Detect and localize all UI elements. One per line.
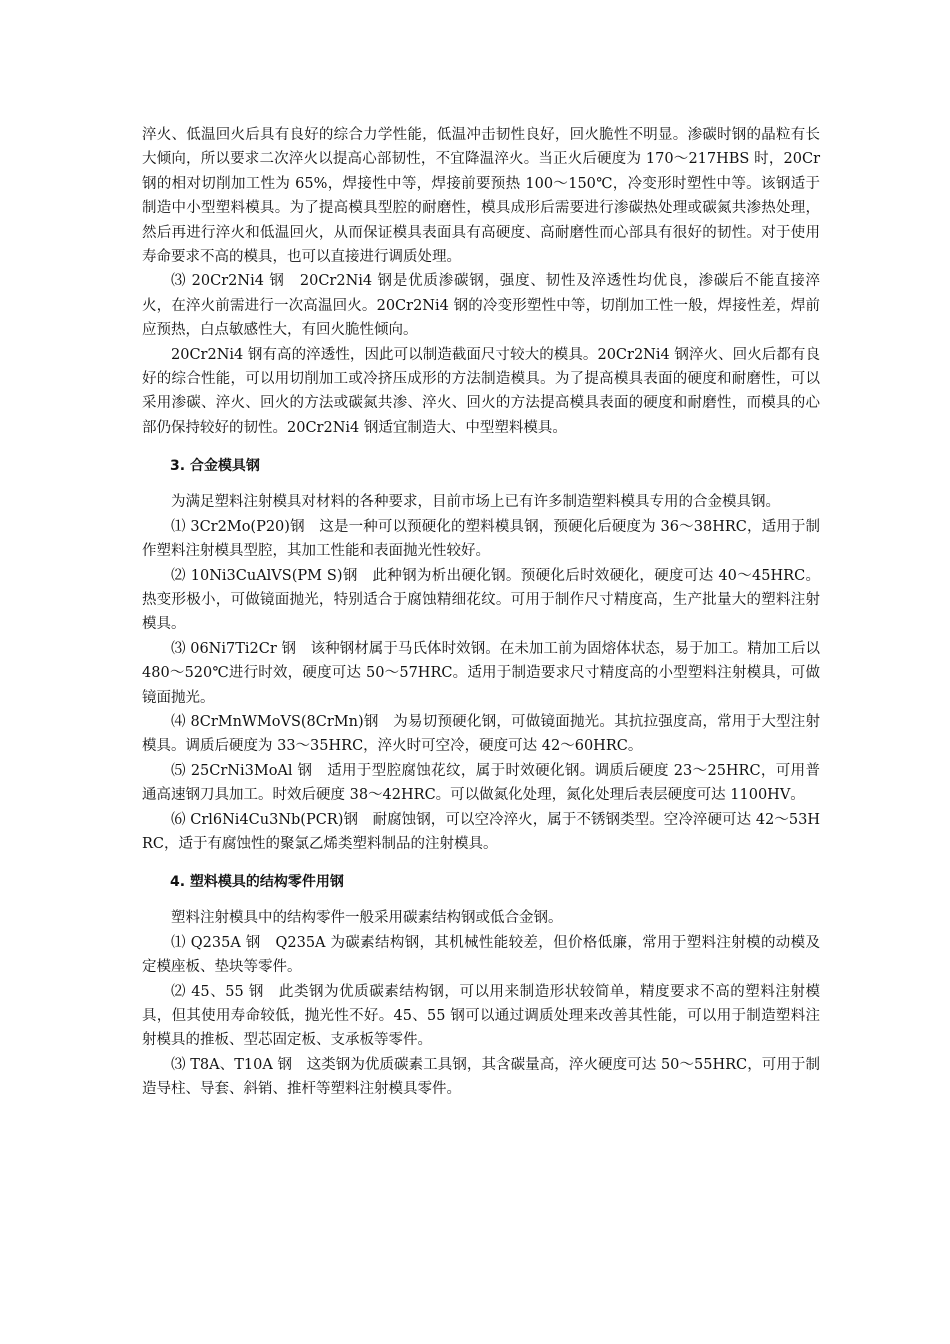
section-heading-alloy-die-steel: 3. 合金模具钢 — [170, 458, 260, 475]
paragraph-8crmnwmovs: ⑷ 8CrMnWMoVS(8CrMn)钢 为易切预硬化钢，可做镜面抛光。其抗拉强度高，常用于大型注射模具。调质后硬度为 33～35HRC，淬火时可空冷，硬度可达 42～60HRC。 — [142, 713, 820, 755]
paragraph-3cr2mo: ⑴ 3Cr2Mo(P20)钢 这是一种可以预硬化的塑料模具钢，预硬化后硬度为 36～38HRC，适用于制作塑料注射模具型腔，其加工性能和表面抛光性较好。 — [142, 518, 820, 560]
paragraph-crl6ni4cu3nb: ⑹ Crl6Ni4Cu3Nb(PCR)钢 耐腐蚀钢，可以空冷淬火，属于不锈钢类型。空冷淬硬可达 42～53HRC，适于有腐蚀性的聚氯乙烯类塑料制品的注射模具。 — [142, 811, 820, 852]
paragraph-q235a: ⑴ Q235A 钢 Q235A 为碳素结构钢，其机械性能较差，但价格低廉，常用于塑料注射模的动模及定模座板、垫块等零件。 — [142, 934, 820, 976]
paragraph-alloy-intro: 为满足塑料注射模具对材料的各种要求，目前市场上已有许多制造塑料模具专用的合金模具钢。 — [171, 494, 780, 511]
paragraph-06ni7ti2cr: ⑶ 06Ni7Ti2Cr 钢 该种钢材属于马氏体时效钢。在未加工前为固熔体状态，易于加工。精加工后以 480～520℃进行时效，硬度可达 50～57HRC。适用于制造要求尺寸精度高的小型塑料注射模具，可做镜面抛光。 — [142, 640, 820, 706]
document-page — [142, 123, 820, 1102]
paragraph-continuation: 淬火、低温回火后具有良好的综合力学性能，低温冲击韧性良好，回火脆性不明显。渗碳时钢的晶粒有长大倾向，所以要求二次淬火以提高心部韧性，不宜降温淬火。当正火后硬度为 170～217HBS 时，20Cr 钢的相对切削加工性为 65%，焊接性中等，焊接前要预热 100～150℃，冷变形时塑性中等。该钢适于制造中小型塑料模具。为了提高模具型腔的耐磨性，模具成形后需要进行渗碳热处理或碳氮共渗热处理，然后再进行淬火和低温回火，从而保证模具表面具有高硬度、高耐磨性而心部具有很好的韧性。对于使用寿命要求不高的模具，也可以直接进行调质处理。 — [142, 127, 820, 266]
paragraph-25crni3moal: ⑸ 25CrNi3MoAl 钢 适用于型腔腐蚀花纹，属于时效硬化钢。调质后硬度 23～25HRC，可用普通高速钢刀具加工。时效后硬度 38～42HRC。可以做氮化处理，氮化处理后表层硬度可达 1100HV。 — [142, 762, 820, 804]
section-heading-structural-parts-steel: 4. 塑料模具的结构零件用钢 — [170, 874, 344, 891]
paragraph-t8a-t10a: ⑶ T8A、T10A 钢 这类钢为优质碳素工具钢，其含碳量高，淬火硬度可达 50～55HRC，可用于制造导柱、导套、斜销、推杆等塑料注射模具零件。 — [142, 1056, 820, 1098]
paragraph-20cr2ni4-detail: 20Cr2Ni4 钢有高的淬透性，因此可以制造截面尺寸较大的模具。20Cr2Ni4 钢淬火、回火后都有良好的综合性能，可以用切削加工或冷挤压成形的方法制造模具。为了提高模具表面的硬度和耐磨性，可以采用渗碳、淬火、回火的方法或碳氮共渗、淬火、回火的方法提高模具表面的硬度和耐磨性，而模具的心部仍保持较好的韧性。20Cr2Ni4 钢适宜制造大、中型塑料模具。 — [142, 346, 820, 436]
paragraph-structural-intro: 塑料注射模具中的结构零件一般采用碳素结构钢或低合金钢。 — [171, 910, 563, 927]
paragraph-45-55-steel: ⑵ 45、55 钢 此类钢为优质碳素结构钢，可以用来制造形状较简单，精度要求不高的塑料注射模具，但其使用寿命较低，抛光性不好。45、55 钢可以通过调质处理来改善其性能，可以用于制造塑料注射模具的推板、型芯固定板、支承板等零件。 — [142, 983, 820, 1049]
paragraph-20cr2ni4-intro: ⑶ 20Cr2Ni4 钢 20Cr2Ni4 钢是优质渗碳钢，强度、韧性及淬透性均优良，渗碳后不能直接淬火，在淬火前需进行一次高温回火。20Cr2Ni4 钢的冷变形塑性中等，切削加工性一般，焊接性差，焊前应预热，白点敏感性大，有回火脆性倾向。 — [142, 273, 820, 339]
paragraph-10ni3cualvs: ⑵ 10Ni3CuAlVS(PM S)钢 此种钢为析出硬化钢。预硬化后时效硬化，硬度可达 40～45HRC。热变形极小，可做镜面抛光，特别适合于腐蚀精细花纹。可用于制作尺寸精度高，生产批量大的塑料注射模具。 — [142, 567, 820, 633]
